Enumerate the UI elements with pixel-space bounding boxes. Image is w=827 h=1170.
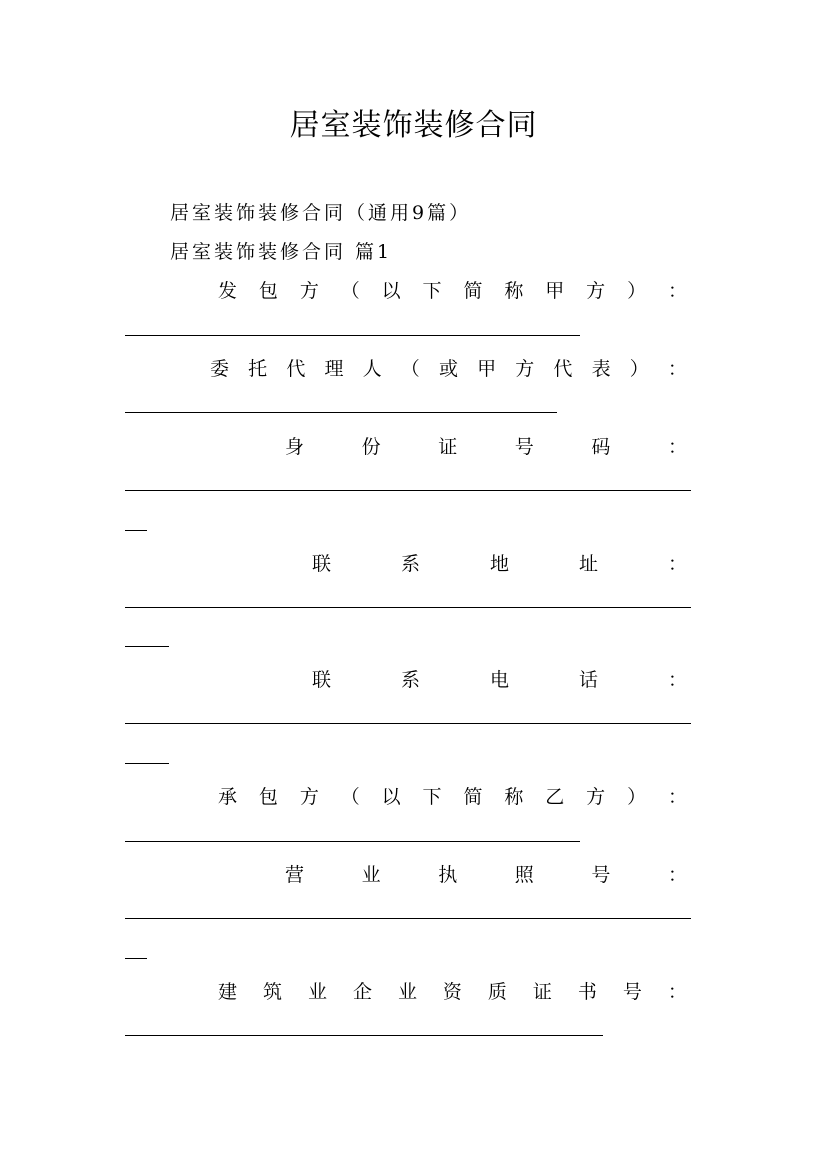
field-label-char: ： — [667, 786, 687, 808]
field-label-char: 证 — [532, 981, 552, 1003]
field-label-char: 执 — [438, 864, 458, 886]
field-label-char: 方 — [299, 786, 319, 808]
field-label-char: 筑 — [262, 981, 282, 1003]
field-label-char: 码 — [591, 436, 611, 458]
field-address — [312, 549, 687, 576]
field-phone — [312, 665, 687, 692]
field-label-char: ： — [667, 280, 687, 302]
field-label-char: 表 — [591, 358, 611, 380]
field-label-char: 企 — [352, 981, 372, 1003]
field-label-char: 号 — [622, 981, 642, 1003]
field-party-a — [218, 276, 687, 303]
field-label-char: 方 — [586, 786, 606, 808]
blank-line — [125, 723, 691, 724]
intro-line: 居室装饰装修合同（通用9篇） — [170, 202, 472, 224]
field-label-char: 称 — [504, 280, 524, 302]
field-label-char: 营 — [285, 864, 305, 886]
field-label-char: 业 — [361, 864, 381, 886]
field-label-char: 以 — [381, 786, 401, 808]
field-label-char: ： — [667, 981, 687, 1003]
field-label-char: ： — [667, 864, 687, 886]
blank-line — [125, 646, 169, 647]
field-label-char: ） — [629, 358, 649, 380]
field-label-char: 照 — [514, 864, 534, 886]
field-label-char: 资 — [442, 981, 462, 1003]
field-label-char: 证 — [438, 436, 458, 458]
field-label-char: 地 — [489, 553, 509, 575]
field-label-char: 联 — [312, 669, 332, 691]
field-label-char: ） — [627, 786, 647, 808]
field-label-char: 联 — [312, 553, 332, 575]
blank-line — [125, 918, 691, 919]
field-label-char: 质 — [487, 981, 507, 1003]
field-label-char: 或 — [438, 358, 458, 380]
field-label-char: （ — [340, 280, 360, 302]
field-label-char: 代 — [286, 358, 306, 380]
field-label-char: 身 — [285, 436, 305, 458]
field-label-char: 人 — [362, 358, 382, 380]
blank-line — [125, 412, 557, 413]
field-label-char: ： — [667, 358, 687, 380]
field-label-char: （ — [400, 358, 420, 380]
field-agent — [210, 354, 687, 381]
field-label-char: 书 — [577, 981, 597, 1003]
field-label-char: 业 — [307, 981, 327, 1003]
section-heading: 居室装饰装修合同 篇1 — [170, 241, 393, 263]
field-label-char: 方 — [586, 280, 606, 302]
field-label-char: 乙 — [545, 786, 565, 808]
field-id-number — [285, 432, 687, 459]
field-label-char: ： — [667, 436, 687, 458]
field-label-char: 理 — [324, 358, 344, 380]
field-label-char: 下 — [422, 280, 442, 302]
blank-line — [125, 335, 580, 336]
field-label-char: 址 — [578, 553, 598, 575]
field-label-char: 托 — [248, 358, 268, 380]
field-business-license — [285, 860, 687, 887]
field-label-char: 业 — [397, 981, 417, 1003]
field-qualification-cert — [218, 977, 687, 1004]
field-label-char: 电 — [489, 669, 509, 691]
field-label-char: 系 — [400, 669, 420, 691]
field-label-char: 发 — [218, 280, 238, 302]
field-label-char: 简 — [463, 786, 483, 808]
field-label-char: 号 — [514, 436, 534, 458]
blank-line — [125, 958, 147, 959]
field-label-char: 方 — [515, 358, 535, 380]
document-title: 居室装饰装修合同 — [289, 108, 538, 143]
blank-line — [125, 1035, 603, 1036]
field-label-char: 委 — [210, 358, 230, 380]
field-label-char: 份 — [361, 436, 381, 458]
blank-line — [125, 530, 147, 531]
field-label-char: 简 — [463, 280, 483, 302]
field-label-char: ： — [667, 553, 687, 575]
field-label-char: 号 — [591, 864, 611, 886]
field-label-char: 包 — [258, 786, 278, 808]
field-label-char: （ — [340, 786, 360, 808]
field-label-char: 承 — [218, 786, 238, 808]
field-label-char: 以 — [381, 280, 401, 302]
field-party-b — [218, 782, 687, 809]
field-label-char: 下 — [422, 786, 442, 808]
field-label-char: 甲 — [545, 280, 565, 302]
field-label-char: 话 — [578, 669, 598, 691]
field-label-char: 方 — [299, 280, 319, 302]
blank-line — [125, 841, 580, 842]
field-label-char: 甲 — [477, 358, 497, 380]
blank-line — [125, 607, 691, 608]
blank-line — [125, 763, 169, 764]
field-label-char: 称 — [504, 786, 524, 808]
field-label-char: 代 — [553, 358, 573, 380]
field-label-char: ） — [627, 280, 647, 302]
field-label-char: 建 — [218, 981, 238, 1003]
field-label-char: 系 — [400, 553, 420, 575]
blank-line — [125, 490, 691, 491]
field-label-char: ： — [667, 669, 687, 691]
field-label-char: 包 — [258, 280, 278, 302]
